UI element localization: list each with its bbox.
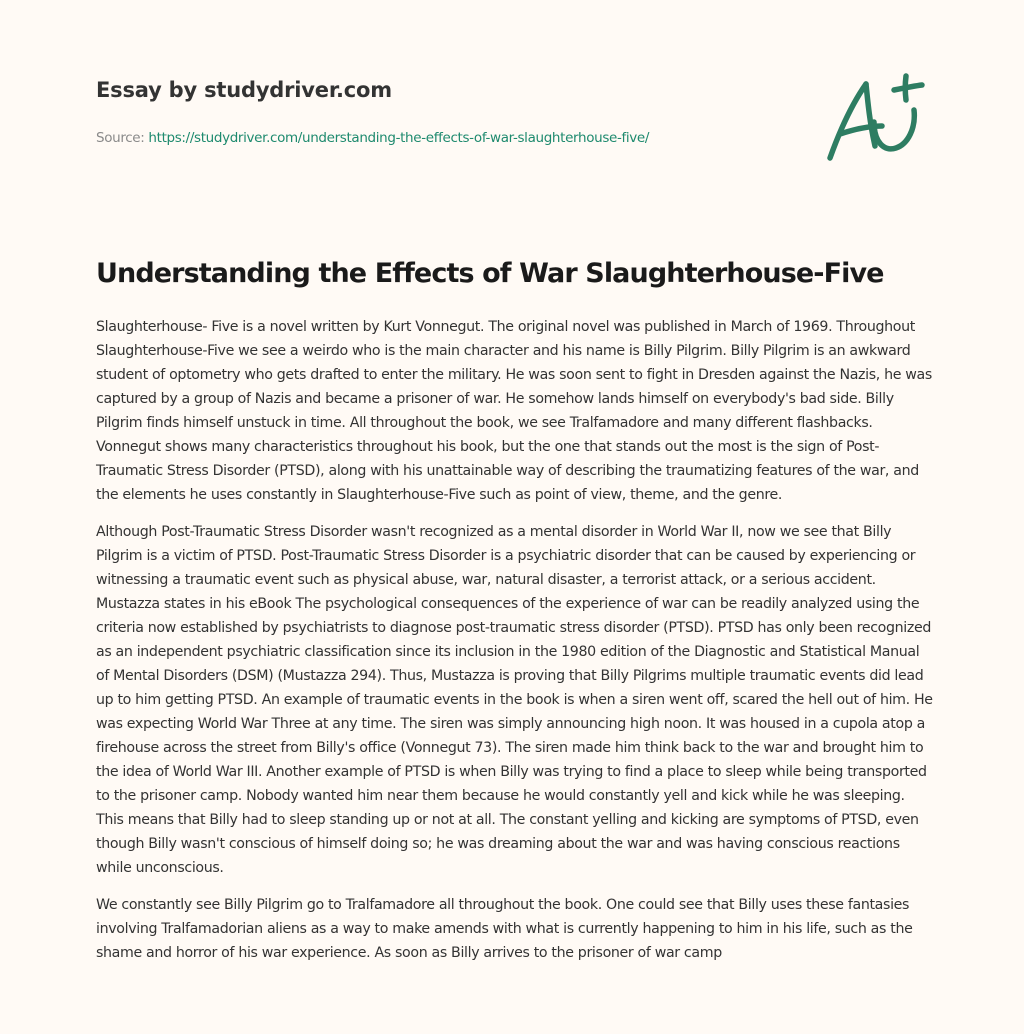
site-title: Essay by studydriver.com [96,78,392,102]
page-header [96,74,856,148]
essay-paragraph: Slaughterhouse- Five is a novel written by Kurt Vonnegut. The original novel was published in March of 1969. Throughout Slaughterhouse-Five we see a weirdo who is the main character and his name is Billy Pilgrim. Billy Pilgrim is an awkward student of optometry who gets drafted to enter the military. He was soon sent to fight in Dresden against the Nazis, he was captured by a group of Nazis and became a prisoner of war. He somehow lands himself on everybody's bad side. Billy Pilgrim finds himself unstuck in time. All throughout the book, we see Tralfamadore and many different flashbacks. Vonnegut shows many characteristics throughout his book, but the one that stands out the most is the sign of Post-Traumatic Stress Disorder (PTSD), along with his unattainable way of describing the traumatizing features of the war, and the elements he uses constantly in Slaughterhouse-Five such as point of view, theme, and the genre. [96,319,932,503]
essay-paragraph: We constantly see Billy Pilgrim go to Tralfamadore all throughout the book. One could see that Billy uses these fantasies involving Tralfamadorian aliens as a way to make amends with what is currently happening to him in his life, such as the shame and horror of his war experience. As soon as Billy arrives to the prisoner of war camp [96,897,913,961]
source-link[interactable]: https://studydriver.com/understanding-the-effects-of-war-slaughterhouse-five/ [148,130,650,146]
a-plus-grade-icon [818,68,928,168]
essay-body [96,315,936,978]
essay-paragraph: Although Post-Traumatic Stress Disorder wasn't recognized as a mental disorder in World War II, now we see that Billy Pilgrim is a victim of PTSD. Post-Traumatic Stress Disorder is a psychiatric disorder that can be caused by experiencing or witnessing a traumatic event such as physical abuse, war, natural disaster, a terrorist attack, or a serious accident. Mustazza states in his eBook The psychological consequences of the experience of war can be readily analyzed using the criteria now established by psychiatrists to diagnose post-traumatic stress disorder (PTSD). PTSD has only been recognized as an independent psychiatric classification since its inclusion in the 1980 edition of the Diagnostic and Statistical Manual of Mental Disorders (DSM) (Mustazza 294). Thus, Mustazza is proving that Billy Pilgrims multiple traumatic events did lead up to him getting PTSD. An example of traumatic events in the book is when a siren went off, scared the hell out of him. He was expecting World War Three at any time. The siren was simply announcing high noon. It was housed in a cupola atop a firehouse across the street from Billy's office (Vonnegut 73). The siren made him think back to the war and brought him to the idea of World War III. Another example of PTSD is when Billy was trying to find a place to sleep while being transported to the prisoner camp. Nobody wanted him near them because he would constantly yell and kick while he was sleeping. This means that Billy had to sleep standing up or not at all. The constant yelling and kicking are symptoms of PTSD, even though Billy wasn't conscious of himself doing so; he was dreaming about the war and was having conscious reactions while unconscious. [96,524,933,876]
source-line [96,128,856,148]
essay-title: Understanding the Effects of War Slaughterhouse-Five [96,258,884,289]
source-label: Source: [96,130,149,146]
